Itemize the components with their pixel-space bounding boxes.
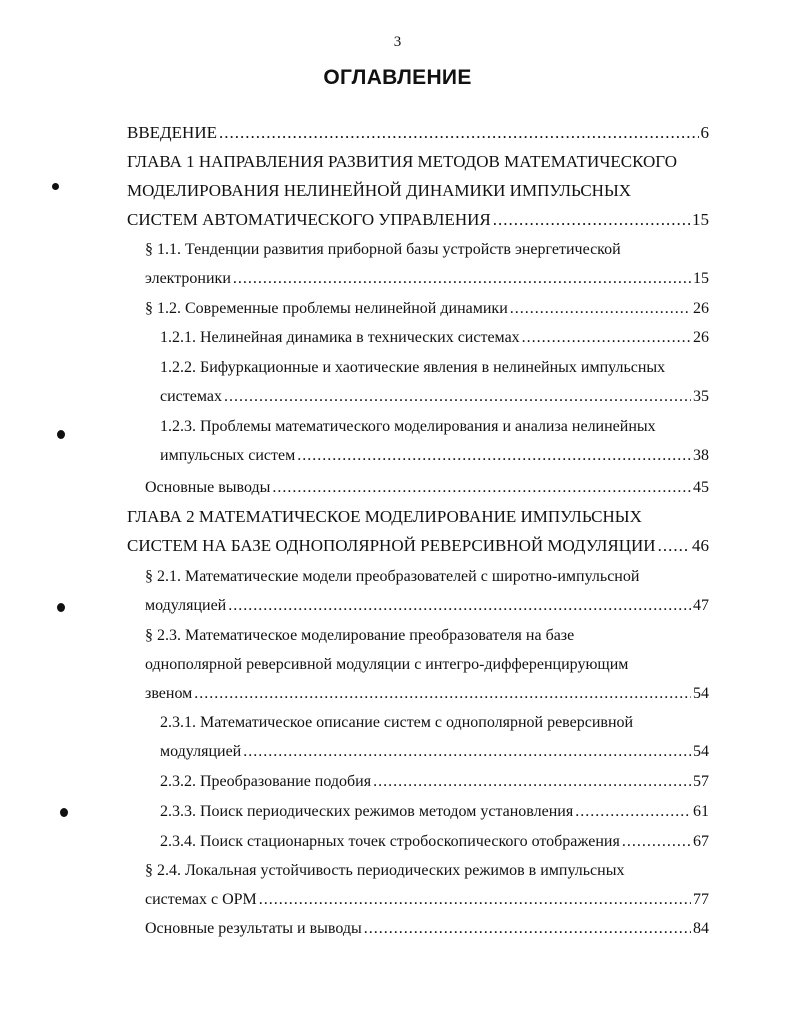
dot-leader	[272, 473, 691, 502]
toc-entry-section-1-2[interactable]	[145, 294, 709, 323]
toc-page-number: 46	[692, 536, 709, 555]
toc-page-number: 45	[693, 479, 709, 496]
toc-page-number: 67	[693, 833, 709, 850]
toc-page-number: 15	[693, 270, 709, 287]
toc-page-number: 26	[693, 300, 709, 317]
toc-entry-chapter-2[interactable]	[127, 502, 709, 560]
toc-entry-title: 2.3.3. Поиск периодических режимов методом установления	[160, 803, 574, 820]
dot-leader	[259, 885, 691, 914]
toc-entry-subsection-2-3-1[interactable]	[160, 708, 709, 766]
toc-page-number: 84	[693, 920, 709, 937]
punch-hole-mark	[57, 430, 65, 439]
toc-entry-section-2-1[interactable]	[145, 562, 709, 620]
toc-entry-title: 1.2.2. Бифуркационные и хаотические явления в нелинейных импульсных	[160, 359, 666, 376]
punch-hole-mark	[52, 183, 59, 190]
dot-leader	[622, 827, 691, 856]
toc-entry-title: ГЛАВА 1 НАПРАВЛЕНИЯ РАЗВИТИЯ МЕТОДОВ МАТЕМАТИЧЕСКОГО	[127, 152, 677, 171]
toc-page-number: 35	[693, 388, 709, 405]
toc-entry-conclusions-1[interactable]	[145, 473, 709, 502]
dot-leader	[522, 323, 691, 352]
toc-entry-subsection-2-3-3[interactable]	[160, 797, 709, 826]
toc-entry-title: 2.3.4. Поиск стационарных точек стробоскопического отображения	[160, 833, 620, 850]
dot-leader	[373, 767, 691, 796]
dot-leader	[224, 382, 691, 411]
toc-page-number: 54	[693, 685, 709, 702]
dot-leader	[219, 118, 699, 147]
toc-page-number: 57	[693, 773, 709, 790]
toc-entry-section-2-3[interactable]	[145, 621, 709, 708]
toc-entry-title-cont: электроники	[145, 270, 231, 287]
toc-page-number: 6	[700, 123, 709, 142]
toc-entry-title: § 2.1. Математические модели преобразователей с широтно-импульсной	[145, 568, 640, 585]
toc-page-number: 15	[692, 210, 709, 229]
toc-entry-conclusions-2[interactable]	[145, 914, 709, 943]
toc-entry-subsection-1-2-1[interactable]	[160, 323, 709, 352]
toc-entry-intro[interactable]	[127, 118, 709, 147]
dot-leader	[233, 264, 691, 293]
toc-entry-title: 1.2.3. Проблемы математического моделирования и анализа нелинейных	[160, 418, 656, 435]
dot-leader	[243, 737, 691, 766]
toc-entry-title: 1.2.1. Нелинейная динамика в технических системах	[160, 329, 520, 346]
dot-leader	[510, 294, 691, 323]
toc-entry-section-1-1[interactable]	[145, 235, 709, 293]
toc-page-number: 26	[693, 329, 709, 346]
dot-leader	[364, 914, 691, 943]
toc-entry-title-cont: модуляцией	[160, 743, 242, 760]
dot-leader	[297, 441, 691, 470]
toc-entry-title: 2.3.1. Математическое описание систем с однополярной реверсивной	[160, 714, 634, 731]
toc-entry-subsection-1-2-3[interactable]	[160, 412, 709, 470]
punch-hole-mark	[57, 603, 65, 612]
toc-entry-title-cont: системах с ОРМ	[145, 891, 257, 908]
toc-entry-subsection-2-3-4[interactable]	[160, 827, 709, 856]
toc-entry-section-2-4[interactable]	[145, 856, 709, 914]
toc-entry-title: ВВЕДЕНИЕ	[127, 123, 217, 142]
toc-entry-title: Основные выводы	[145, 479, 271, 496]
toc-page-number: 54	[693, 743, 709, 760]
toc-entry-title: 2.3.2. Преобразование подобия	[160, 773, 372, 790]
toc-page-number: 77	[693, 891, 709, 908]
toc-page-number: 38	[693, 447, 709, 464]
toc-entry-title-cont: однополярной реверсивной модуляции с интегро-дифференцирующим	[145, 656, 629, 673]
toc-entry-chapter-1[interactable]	[127, 147, 709, 234]
toc-entry-subsection-2-3-2[interactable]	[160, 767, 709, 796]
toc-page-number: 47	[693, 597, 709, 614]
toc-entry-title-cont: СИСТЕМ АВТОМАТИЧЕСКОГО УПРАВЛЕНИЯ	[127, 210, 491, 229]
toc-entry-title-cont: звеном	[145, 685, 193, 702]
toc-entry-title: § 2.3. Математическое моделирование преобразователя на базе	[145, 627, 575, 644]
toc-page-number: 61	[693, 803, 709, 820]
toc-entry-title: § 1.2. Современные проблемы нелинейной динамики	[145, 300, 508, 317]
toc-entry-title-cont: СИСТЕМ НА БАЗЕ ОДНОПОЛЯРНОЙ РЕВЕРСИВНОЙ МОДУЛЯЦИИ	[127, 536, 656, 555]
dot-leader	[575, 797, 691, 826]
toc-entry-title-cont: модуляцией	[145, 597, 227, 614]
toc-entry-title: § 2.4. Локальная устойчивость периодических режимов в импульсных	[145, 862, 625, 879]
toc-entry-subsection-1-2-2[interactable]	[160, 353, 709, 411]
toc-entry-title-cont: импульсных систем	[160, 447, 296, 464]
punch-hole-mark	[60, 808, 68, 817]
page-number: 3	[393, 34, 402, 50]
dot-leader	[194, 679, 691, 708]
toc-entry-title: § 1.1. Тенденции развития приборной базы устройств энергетической	[145, 241, 621, 258]
dot-leader	[228, 591, 691, 620]
toc-entry-title: ГЛАВА 2 МАТЕМАТИЧЕСКОЕ МОДЕЛИРОВАНИЕ ИМПУЛЬСНЫХ	[127, 507, 642, 526]
toc-entry-title: Основные результаты и выводы	[145, 920, 362, 937]
toc-entry-title-cont: МОДЕЛИРОВАНИЯ НЕЛИНЕЙНОЙ ДИНАМИКИ ИМПУЛЬСНЫХ	[127, 181, 632, 200]
toc-entry-title-cont: системах	[160, 388, 222, 405]
dot-leader	[658, 531, 690, 560]
dot-leader	[493, 205, 690, 234]
toc-title: ОГЛАВЛЕНИЕ	[323, 66, 472, 89]
